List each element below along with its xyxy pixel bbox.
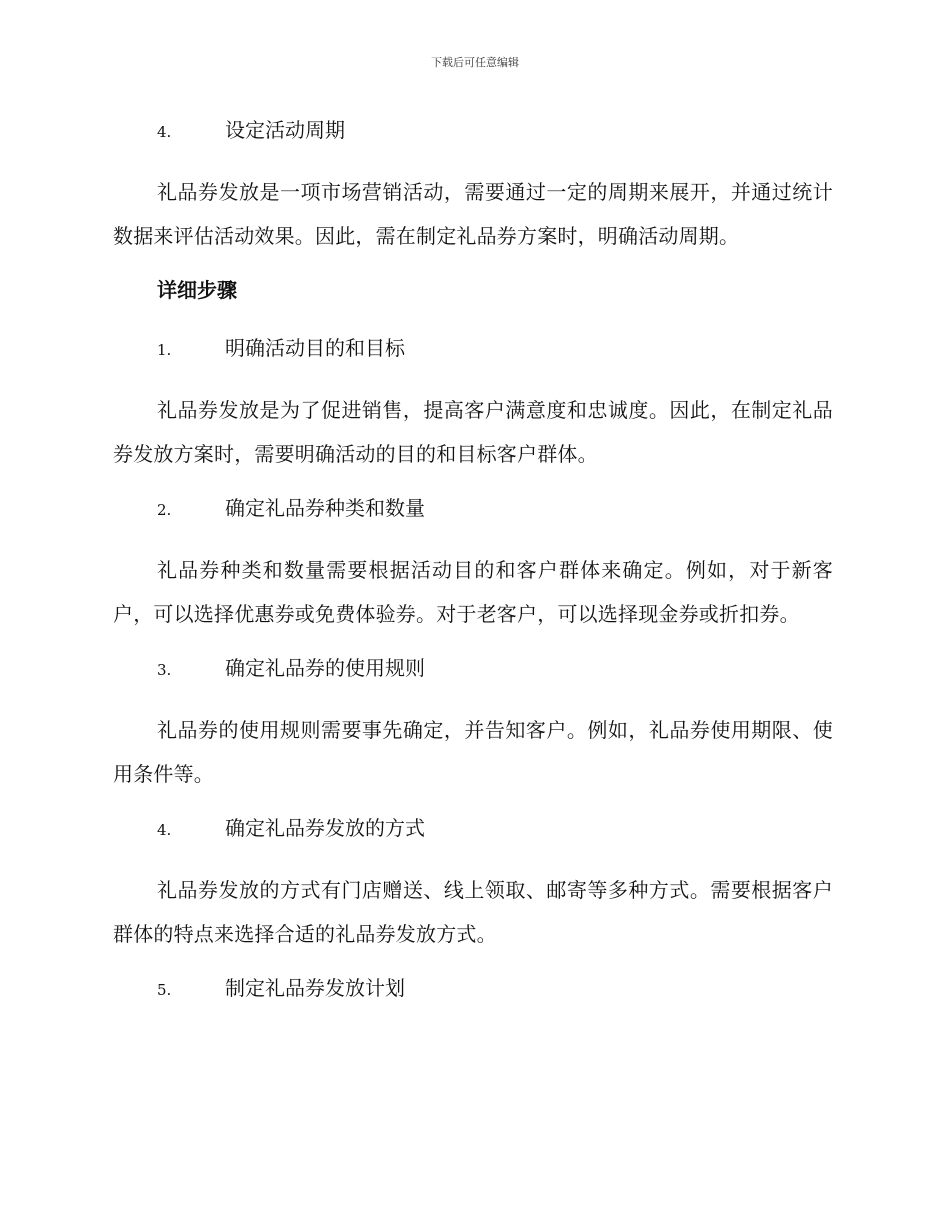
- paragraph-types: 礼品券种类和数量需要根据活动目的和客户群体来确定。例如，对于新客户，可以选择优惠券或免费体验券。对于老客户，可以选择现金券或折扣券。: [113, 558, 833, 626]
- list-number: 4.: [157, 123, 172, 141]
- paragraph-method: 礼品券发放的方式有门店赠送、线上领取、邮寄等多种方式。需要根据客户群体的特点来选择合适的礼品券发放方式。: [113, 878, 833, 946]
- list-number: 5.: [157, 981, 172, 999]
- list-heading-goal: [113, 330, 833, 366]
- list-heading-set-period: [113, 112, 833, 148]
- list-title: 确定礼品券种类和数量: [225, 496, 425, 520]
- section-title-detailed-steps: 详细步骤: [157, 278, 237, 302]
- paragraph-goal: 礼品券发放是为了促进销售，提高客户满意度和忠诚度。因此，在制定礼品券发放方案时，需要明确活动的目的和目标客户群体。: [113, 398, 833, 466]
- document-content: [113, 112, 833, 1028]
- list-title: 明确活动目的和目标: [225, 336, 405, 360]
- paragraph-period: 礼品券发放是一项市场营销活动，需要通过一定的周期来展开，并通过统计数据来评估活动效果。因此，需在制定礼品券方案时，明确活动周期。: [113, 180, 833, 248]
- list-title: 设定活动周期: [225, 118, 345, 142]
- list-number: 3.: [157, 661, 172, 679]
- list-number: 4.: [157, 821, 172, 839]
- list-heading-plan: [113, 970, 833, 1006]
- list-title: 确定礼品券的使用规则: [225, 656, 425, 680]
- list-heading-types: [113, 490, 833, 526]
- list-number: 1.: [157, 341, 172, 359]
- paragraph-rules: 礼品券的使用规则需要事先确定，并告知客户。例如，礼品券使用期限、使用条件等。: [113, 718, 833, 786]
- list-heading-rules: [113, 650, 833, 686]
- list-heading-method: [113, 810, 833, 846]
- list-number: 2.: [157, 501, 172, 519]
- header-note: 下载后可任意编辑: [431, 56, 519, 69]
- list-title: 确定礼品券发放的方式: [225, 816, 425, 840]
- list-title: 制定礼品券发放计划: [225, 976, 405, 1000]
